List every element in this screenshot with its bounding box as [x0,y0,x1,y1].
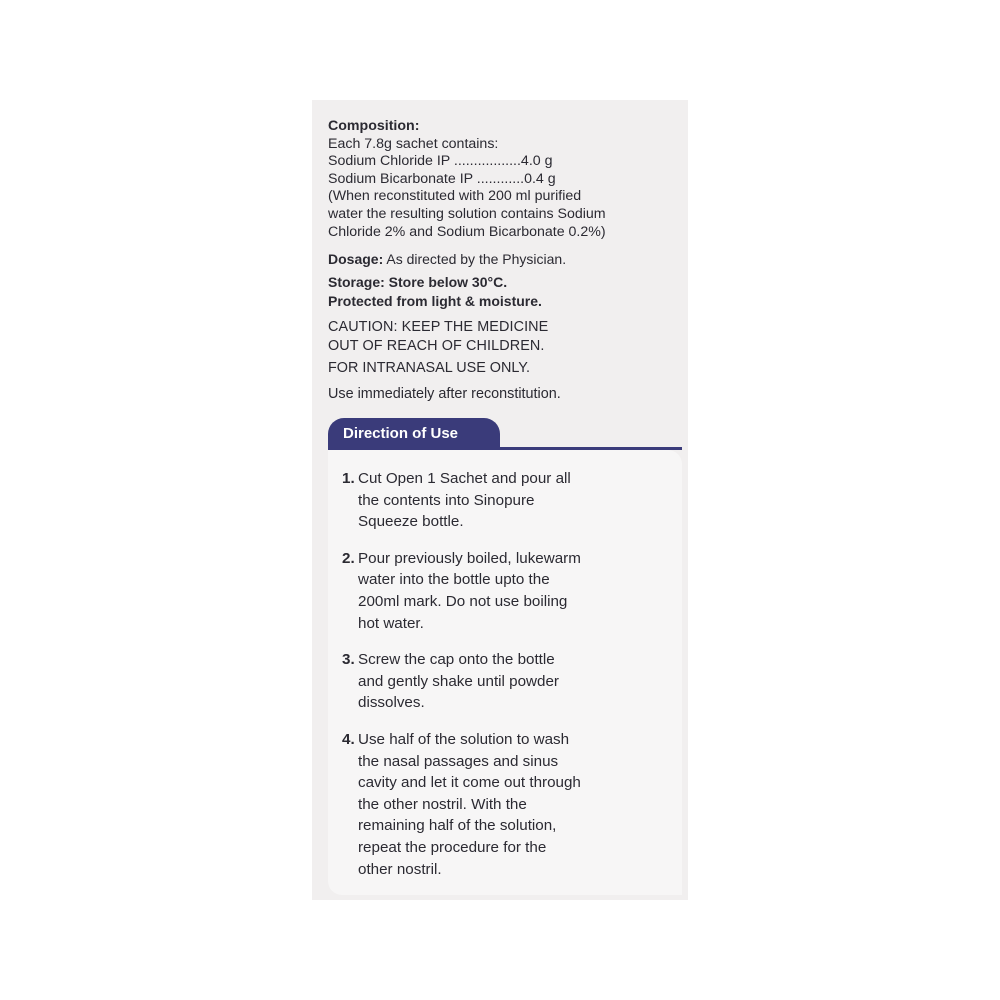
step-text [358,649,672,714]
composition-line: Sodium Bicarbonate IP ............0.4 g [328,170,556,187]
step-line: hot water. [358,614,424,632]
direction-step [342,468,672,533]
direction-step [342,548,672,634]
step-text [358,468,672,533]
step-line: remaining half of the solution, [358,817,557,835]
dosage-value: As directed by the Physician. [383,251,567,267]
caution-line: OUT OF REACH OF CHILDREN. [328,338,545,354]
step-line: and gently shake until powder [358,672,559,690]
caution-warning [328,318,548,356]
step-line: the other nostril. With the [358,795,527,813]
caution-line: CAUTION: KEEP THE MEDICINE [328,319,549,335]
step-line: Cut Open 1 Sachet and pour all [358,470,571,487]
composition-line: water the resulting solution contains Sodium [328,205,606,222]
direction-step [342,649,672,714]
storage-section [328,273,542,310]
step-line: dissolves. [358,694,425,712]
storage-line: Storage: Store below 30°C. [328,274,508,290]
step-text [358,548,672,634]
dosage-text [328,250,566,268]
step-number: 2. [342,549,355,567]
step-number: 3. [342,651,355,669]
storage-line: Protected from light & moisture. [328,292,542,309]
direction-of-use-header: Direction of Use [328,418,500,450]
step-line: Squeeze bottle. [358,513,464,531]
step-line: Pour previously boiled, lukewarm [358,549,581,567]
intranasal-notice: FOR INTRANASAL USE ONLY. [328,360,531,376]
step-line: the nasal passages and sinus [358,752,559,770]
composition-line: Chloride 2% and Sodium Bicarbonate 0.2%) [328,223,606,240]
step-line: cavity and let it come out through [358,774,581,792]
label-panel [312,100,688,900]
composition-heading: Composition: [328,118,420,134]
step-number: 4. [342,730,355,748]
step-line: repeat the procedure for the [358,838,547,856]
direction-step [342,729,672,880]
step-number: 1. [342,470,355,487]
composition-section [328,118,684,241]
reconstitution-note: Use immediately after reconstitution. [328,386,561,402]
step-line: 200ml mark. Do not use boiling [358,592,568,610]
composition-line: Each 7.8g sachet contains: [328,135,499,152]
step-line: the contents into Sinopure [358,491,535,509]
dosage-label: Dosage: [328,251,384,267]
step-line: other nostril. [358,860,442,878]
step-text [358,729,672,880]
step-line: Screw the cap onto the bottle [358,651,555,669]
step-line: water into the bottle upto the [358,571,550,589]
directions-list [342,468,672,895]
composition-line: Sodium Chloride IP .................4.0 g [328,153,553,170]
step-line: Use half of the solution to wash [358,730,570,748]
composition-line: (When reconstituted with 200 ml purified [328,188,582,205]
